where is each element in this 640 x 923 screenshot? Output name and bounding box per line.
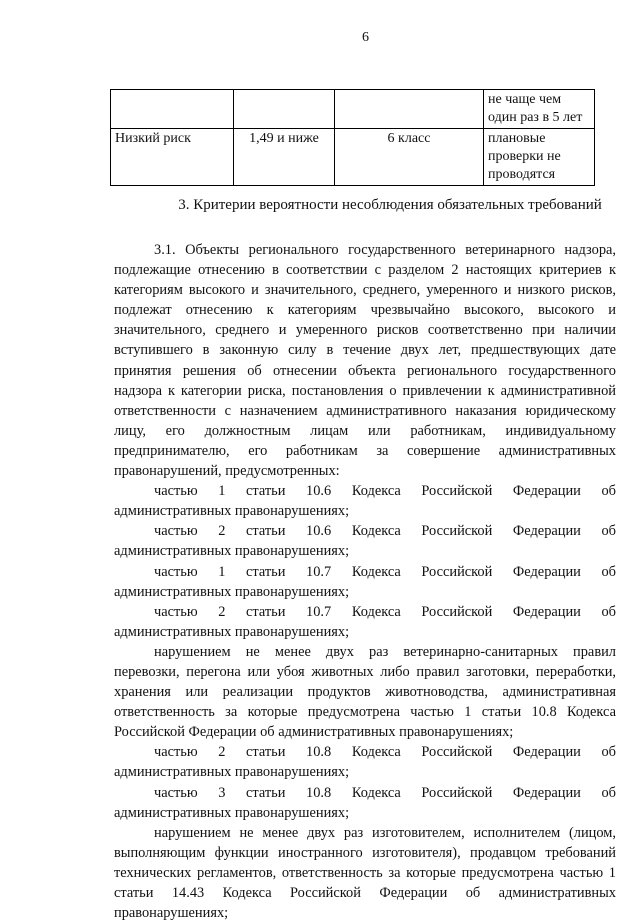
table-cell xyxy=(335,90,484,129)
paragraph: частью 2 статьи 10.7 Кодекса Российской Федерации об административных правонарушениях; xyxy=(114,603,616,640)
document-body xyxy=(114,240,616,923)
paragraph: частью 1 статьи 10.7 Кодекса Российской Федерации об административных правонарушениях; xyxy=(114,563,616,600)
paragraph: нарушением не менее двух раз ветеринарно-санитарных правил перевозки, перегона или убоя животных либо правил заготовки, переработки, хранения или реализации продуктов животноводства, административная ответственность за которые предусмотрена частью 1 статьи 10.8 Кодекса Российской Федерации об административных правонарушениях; xyxy=(114,643,616,741)
table-row xyxy=(111,90,595,129)
paragraph: нарушением не менее двух раз изготовителем, исполнителем (лицом, выполняющим функции иностранного изготовителя), продавцом требований технических регламентов, ответственность за которые предусмотрена частью 1 статьи 14.43 Кодекса Российской Федерации об административных правонарушениях; xyxy=(114,824,616,922)
paragraph: частью 1 статьи 10.6 Кодекса Российской Федерации об административных правонарушениях; xyxy=(114,483,616,520)
paragraph: частью 2 статьи 10.8 Кодекса Российской Федерации об административных правонарушениях; xyxy=(114,744,616,781)
section-heading: 3. Критерии вероятности несоблюдения обязательных требований xyxy=(178,197,602,213)
table-row xyxy=(111,129,595,186)
page-number: 6 xyxy=(362,30,369,45)
table-cell xyxy=(234,90,335,129)
table-cell: 6 класс xyxy=(335,129,484,186)
risk-table xyxy=(110,89,595,186)
table-cell xyxy=(111,90,234,129)
table-cell: Низкий риск xyxy=(111,129,234,186)
paragraph: частью 3 статьи 10.8 Кодекса Российской Федерации об административных правонарушениях; xyxy=(114,784,616,821)
paragraph: частью 2 статьи 10.6 Кодекса Российской Федерации об административных правонарушениях; xyxy=(114,523,616,560)
table-cell: плановые проверки не проводятся xyxy=(484,129,595,186)
table-cell: 1,49 и ниже xyxy=(234,129,335,186)
paragraph: 3.1. Объекты регионального государственного ветеринарного надзора, подлежащие отнесению в соответствии с разделом 2 настоящих критериев к категориям высокого и значительного, среднего, умеренного и низкого рисков, подлежат отнесению к категориям чрезвычайно высокого, высокого и значительного, среднего и умеренного рисков соответственно при наличии вступившего в законную силу в течение двух лет, предшествующих дате принятия решения об отнесении объекта регионального государственного надзора к категории риска, постановления о привлечении к административной ответственности с назначением административного наказания юридическому лицу, его должностным лицам или работникам, индивидуальному предпринимателю, его работникам за совершение административных правонарушений, предусмотренных: xyxy=(114,242,616,480)
table-cell: не чаще чем один раз в 5 лет xyxy=(484,90,595,129)
